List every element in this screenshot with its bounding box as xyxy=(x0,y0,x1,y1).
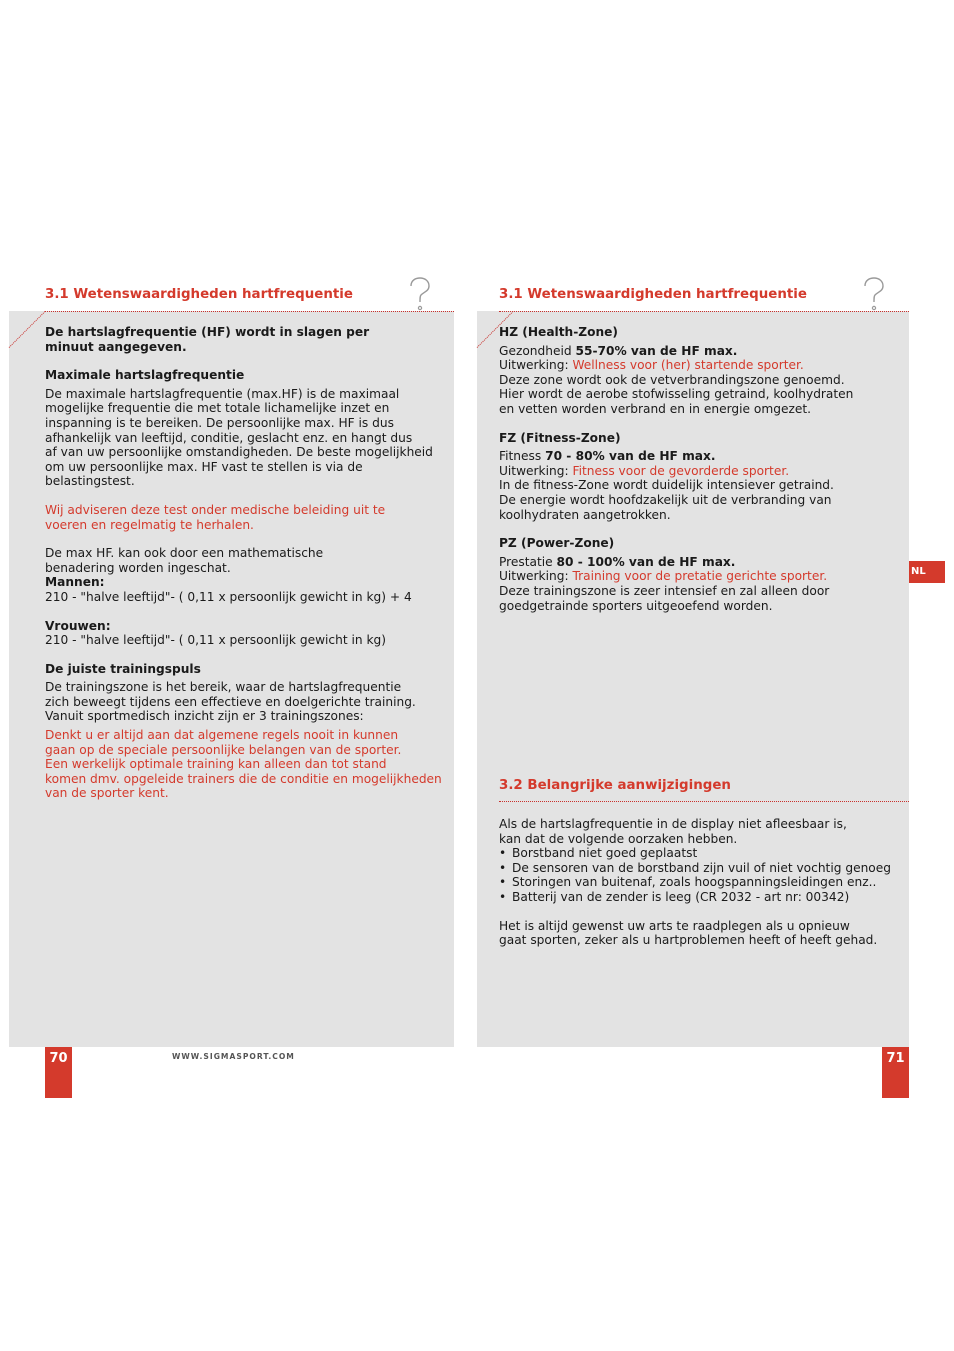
max-hf-body-line: inspanning is te bereiken. De persoonlijke max. HF is dus xyxy=(45,415,394,430)
doctor-advice-line: Het is altijd gewenst uw arts te raadplegen als u opnieuw xyxy=(499,918,850,933)
zone-body-line: Deze trainingszone is zeer intensief en zal alleen door xyxy=(499,583,830,598)
hf-intro-line-2: minuut aangegeven. xyxy=(45,339,187,354)
causes-list xyxy=(499,846,904,904)
zone-body-line: In de fitness-Zone wordt duidelijk intensiever getraind. xyxy=(499,478,834,493)
training-note-line: gaan op de speciale persoonlijke belangen van de sporter. xyxy=(45,742,402,757)
important-notes-heading: 3.2 Belangrijke aanwijzigingen xyxy=(499,778,731,793)
training-note-line: van de sporter kent. xyxy=(45,786,169,801)
question-mark-icon xyxy=(408,277,432,311)
zone-range-line: Gezondheid 55-70% van de HF max. xyxy=(499,343,738,358)
left-heading-rule xyxy=(45,311,454,312)
test-advice-line: voeren en regelmatig te herhalen. xyxy=(45,517,254,532)
important-notes-content xyxy=(499,817,904,948)
zone-body-line: Deze zone wordt ook de vetverbrandingszone genoemd. xyxy=(499,372,845,387)
zone-block xyxy=(499,325,899,417)
page-number-right: 71 xyxy=(882,1047,909,1098)
max-hf-body-line: mogelijke frequentie die met totale lichamelijke inzet en xyxy=(45,401,390,416)
page-number-left: 70 xyxy=(45,1047,72,1098)
zone-effect-line: Uitwerking: Training voor de pretatie gerichte sporter. xyxy=(499,569,828,584)
zone-range-line: Prestatie 80 - 100% van de HF max. xyxy=(499,554,736,569)
hf-intro-line-1: De hartslagfrequentie (HF) wordt in slagen per xyxy=(45,325,370,339)
women-formula: 210 - "halve leeftijd"- ( 0,11 x persoonlijk gewicht in kg) xyxy=(45,633,387,648)
zone-body-line: Hier wordt de aerobe stofwisseling getraind, koolhydraten xyxy=(499,387,854,402)
zone-block xyxy=(499,536,899,613)
max-hf-body-line: De maximale hartslagfrequentie (max.HF) is de maximaal xyxy=(45,386,400,401)
men-label: Mannen: xyxy=(45,575,105,590)
max-hf-title: Maximale hartslagfrequentie xyxy=(45,368,245,383)
zone-title: HZ (Health-Zone) xyxy=(499,325,619,339)
display-intro-line: kan dat de volgende oorzaken hebben. xyxy=(499,831,738,846)
training-pulse-title: De juiste trainingspuls xyxy=(45,661,201,676)
question-mark-icon xyxy=(862,277,886,311)
zone-effect-line: Uitwerking: Fitness voor de gevorderde sporter. xyxy=(499,463,790,478)
display-intro-line: Als de hartslagfrequentie in de display niet afleesbaar is, xyxy=(499,817,847,831)
max-hf-body-line: af van uw persoonlijke omstandigheden. De beste mogelijkheid xyxy=(45,445,433,460)
training-zones-content xyxy=(499,325,899,613)
training-pulse-line: zich beweegt tijdens een effectieve en doelgerichte training. xyxy=(45,694,416,709)
training-pulse-line: De trainingszone is het bereik, waar de hartslagfrequentie xyxy=(45,680,402,695)
max-hf-body-line: belastingstest. xyxy=(45,474,135,489)
doctor-advice-line: gaat sporten, zeker als u hartproblemen heeft of heeft gehad. xyxy=(499,933,878,948)
zone-title: PZ (Power-Zone) xyxy=(499,536,615,551)
list-item: • Storingen van buitenaf, zoals hoogspanningsleidingen enz.. xyxy=(499,875,904,890)
zone-body-line: koolhydraten aangetrokken. xyxy=(499,507,671,522)
math-estimate-line: benadering worden ingeschat. xyxy=(45,560,231,575)
training-note-line: Een werkelijk optimale training kan alleen dan tot stand xyxy=(45,757,387,772)
list-item: • Borstband niet goed geplaatst xyxy=(499,846,904,861)
left-page-heading: 3.1 Wetenswaardigheden hartfrequentie xyxy=(45,287,353,302)
zone-title: FZ (Fitness-Zone) xyxy=(499,430,621,445)
women-label: Vrouwen: xyxy=(45,618,111,633)
right-page-heading: 3.1 Wetenswaardigheden hartfrequentie xyxy=(499,287,807,302)
math-estimate-line: De max HF. kan ook door een mathematische xyxy=(45,546,324,561)
zone-block xyxy=(499,431,899,523)
men-formula: 210 - "halve leeftijd"- ( 0,11 x persoonlijk gewicht in kg) + 4 xyxy=(45,589,412,604)
language-tab-nl: NL xyxy=(909,561,945,583)
notes-heading-rule xyxy=(499,801,909,802)
training-note-line: komen dmv. opgeleide trainers die de conditie en mogelijkheden xyxy=(45,771,442,786)
max-hf-body-line: om uw persoonlijke max. HF vast te stellen is via de xyxy=(45,459,363,474)
zone-effect-line: Uitwerking: Wellness voor (her) startende sporter. xyxy=(499,358,804,373)
left-page-content xyxy=(45,325,445,801)
test-advice-line: Wij adviseren deze test onder medische beleiding uit te xyxy=(45,502,386,517)
right-heading-rule xyxy=(499,311,909,312)
website-url: WWW.SIGMASPORT.COM xyxy=(172,1052,295,1061)
list-item: • Batterij van de zender is leeg (CR 2032 - art nr: 00342) xyxy=(499,890,904,905)
max-hf-body-line: afhankelijk van leeftijd, conditie, geslacht enz. en hangt dus xyxy=(45,430,413,445)
zone-range-line: Fitness 70 - 80% van de HF max. xyxy=(499,449,716,464)
training-note-line: Denkt u er altijd aan dat algemene regels nooit in kunnen xyxy=(45,728,399,743)
zone-body-line: De energie wordt hoofdzakelijk uit de verbranding van xyxy=(499,492,832,507)
zone-body-line: goedgetrainde sporters uitgeoefend worden. xyxy=(499,598,773,613)
zone-body-line: en vetten worden verbrand en in energie omgezet. xyxy=(499,401,811,416)
list-item: • De sensoren van de borstband zijn vuil of niet vochtig genoeg xyxy=(499,861,904,876)
training-pulse-line: Vanuit sportmedisch inzicht zijn er 3 trainingszones: xyxy=(45,709,364,724)
